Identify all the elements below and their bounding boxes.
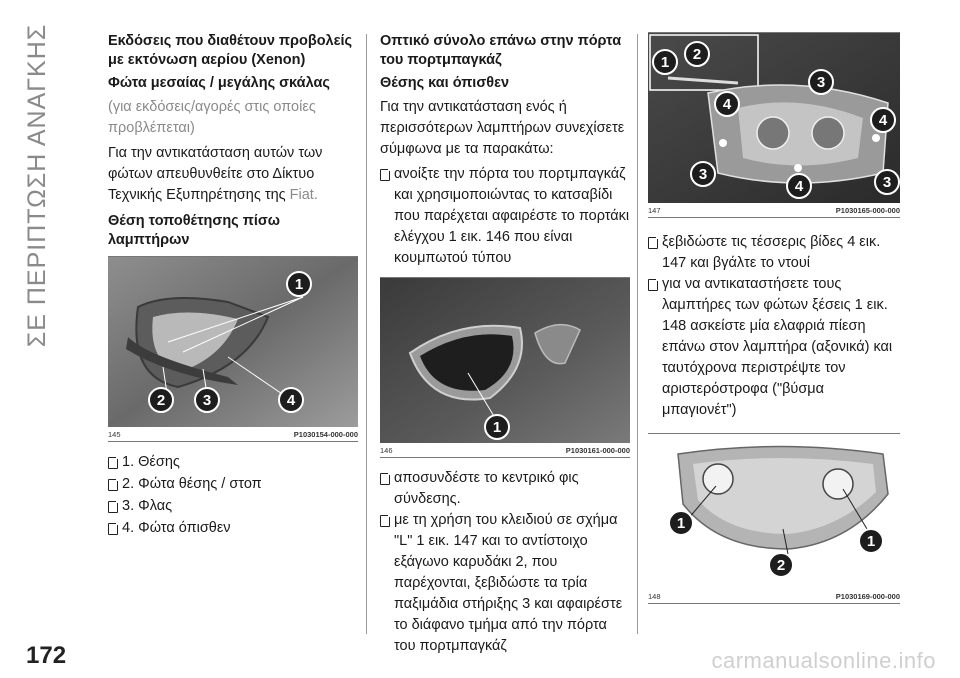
para-service-network: Για την αντικατάσταση αυτών των φώτων απευθυνθείτε στο Δίκτυο Τεχνικής Εξυπηρέτησης της Fiat. xyxy=(108,145,323,203)
callout-1: 1 xyxy=(484,414,510,440)
callout-1: 1 xyxy=(652,49,678,75)
callout-3: 3 xyxy=(808,69,834,95)
bullet-box-icon xyxy=(108,479,118,491)
figure-caption xyxy=(380,443,630,457)
bullet-box-icon xyxy=(380,473,390,485)
page-number: 172 xyxy=(26,642,67,669)
column-1 xyxy=(108,32,358,540)
callout-4: 4 xyxy=(786,173,812,199)
figure-image xyxy=(648,33,900,203)
step-open-tailgate: ανοίξτε την πόρτα του πορτμπαγκάζ και χρησιμοποιώντας το κατσαβίδι που παρέχεται αφαιρέστε το πορτάκι ελέγχου 1 εικ. 146 που είναι κουμπωτού τύπου xyxy=(380,164,630,269)
section-heading-tailgate: Οπτικό σύνολο επάνω στην πόρτα του πορτμπαγκάζ xyxy=(380,33,622,68)
section-heading-xenon: Εκδόσεις που διαθέτουν προβολείς με εκτόνωση αερίου (Xenon) xyxy=(108,33,353,68)
figure-caption xyxy=(648,589,900,603)
column-divider xyxy=(637,34,638,634)
callout-2: 2 xyxy=(148,387,174,413)
bullet-box-icon xyxy=(108,457,118,469)
chapter-title: ΣΕ ΠΕΡΙΠΤΩΣΗ ΑΝΑΓΚΗΣ xyxy=(23,23,52,347)
callout-1: 1 xyxy=(858,528,884,554)
subheading-beam: Φώτα μεσαίας / μεγάλης σκάλας xyxy=(108,75,330,91)
callout-2: 2 xyxy=(684,41,710,67)
figure-147 xyxy=(648,32,900,218)
callout-4: 4 xyxy=(278,387,304,413)
legend-list xyxy=(108,452,358,539)
callout-4: 4 xyxy=(870,107,896,133)
figure-number: 146 xyxy=(380,446,393,455)
site-watermark: carmanualsonline.info xyxy=(711,648,936,673)
callout-3: 3 xyxy=(874,169,900,195)
legend-item: 4. Φώτα όπισθεν xyxy=(108,518,358,539)
step-replace-bulbs: για να αντικαταστήσετε τους λαμπτήρες των φώτων ξέσεις 1 εικ. 148 ασκείστε μία ελαφριά πίεση επάνω στον λαμπτήρα (αξονικά) και ταυτόχρονα περιστρέψτε τον αριστερόστροφα ("βύσμα μπαγιονέτ") xyxy=(648,274,900,421)
legend-item: 1. Θέσης xyxy=(108,452,358,473)
figure-code: P1030154-000-000 xyxy=(293,430,358,439)
subheading-position-reverse: Θέσης και όπισθεν xyxy=(380,75,510,91)
figure-145 xyxy=(108,256,358,442)
callout-3: 3 xyxy=(194,387,220,413)
figure-image xyxy=(108,257,358,427)
rear-lamp-illustration xyxy=(108,257,358,427)
bullet-box-icon xyxy=(648,279,658,291)
note-markets: (για εκδόσεις/αγορές στις οποίες προβλέπεται) xyxy=(108,99,316,136)
figure-146 xyxy=(380,277,630,458)
callout-4: 4 xyxy=(714,91,740,117)
figure-code: P1030161-000-000 xyxy=(565,446,630,455)
step-unscrew-nuts: με τη χρήση του κλειδιού σε σχήμα "L" 1 εικ. 147 και το αντίστοιχο εξάγωνο καρυδάκι 2, που παρέχονται, ξεβιδώστε τα τρία παξιμάδια στήριξης 3 και αφαιρέστε το διάφανο τμήμα από την πόρτα του πορτμπαγκάζ xyxy=(380,510,630,657)
figure-code: P1030165-000-000 xyxy=(835,206,900,215)
bullet-box-icon xyxy=(648,237,658,249)
callout-2: 2 xyxy=(768,552,794,578)
para-intro: Για την αντικατάσταση ενός ή περισσότερων λαμπτήρων συνεχίσετε σύμφωνα με τα παρακάτω: xyxy=(380,99,625,157)
figure-148 xyxy=(648,433,900,604)
bullet-box-icon xyxy=(380,169,390,181)
section-heading-rear-lamps: Θέση τοποθέτησης πίσω λαμπτήρων xyxy=(108,213,281,248)
legend-item: 2. Φώτα θέσης / στοπ xyxy=(108,474,358,495)
figure-number: 147 xyxy=(648,206,661,215)
callout-1: 1 xyxy=(286,271,312,297)
step-disconnect: αποσυνδέστε το κεντρικό φις σύνδεσης. xyxy=(380,468,630,510)
figure-image xyxy=(380,278,630,443)
column-divider xyxy=(366,34,367,634)
figure-caption xyxy=(648,203,900,217)
callout-1: 1 xyxy=(668,510,694,536)
brand-link: Fiat. xyxy=(289,187,318,203)
callout-3: 3 xyxy=(690,161,716,187)
bullet-box-icon xyxy=(380,515,390,527)
column-3 xyxy=(648,32,900,604)
step-unscrew-four: ξεβιδώστε τις τέσσερις βίδες 4 εικ. 147 και βγάλτε το ντουί xyxy=(648,232,900,274)
figure-number: 148 xyxy=(648,592,661,601)
figure-caption xyxy=(108,427,358,441)
figure-image xyxy=(648,434,900,589)
column-2 xyxy=(380,32,630,657)
bullet-box-icon xyxy=(108,523,118,535)
bullet-box-icon xyxy=(108,501,118,513)
legend-item: 3. Φλας xyxy=(108,496,358,517)
chapter-side-tab xyxy=(18,20,58,350)
figure-number: 145 xyxy=(108,430,121,439)
figure-code: P1030169-000-000 xyxy=(835,592,900,601)
